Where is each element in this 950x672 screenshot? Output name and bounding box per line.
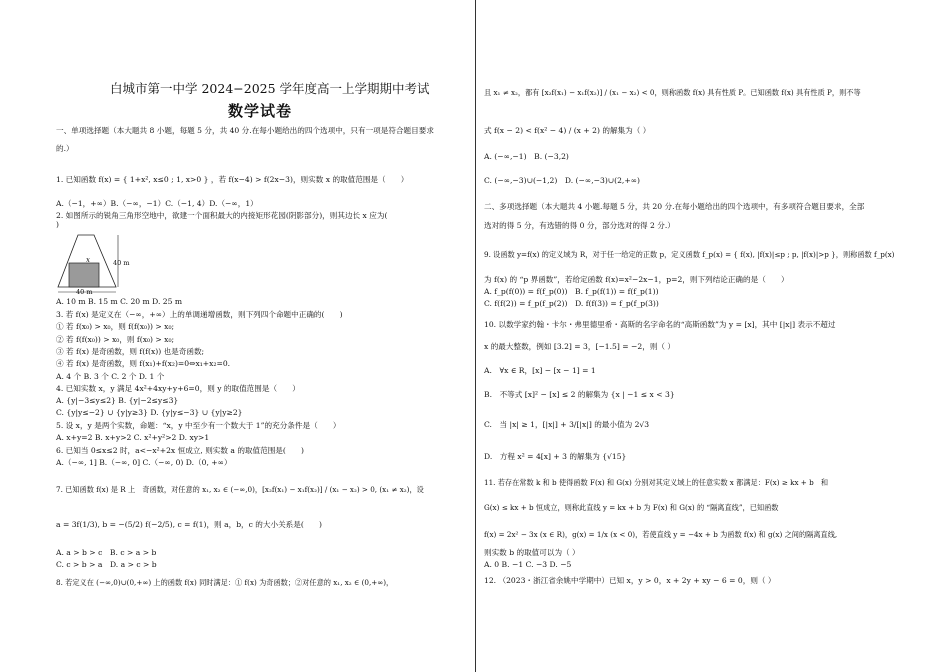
section2-heading: 二、多项选择题（本大题共 4 小题.每题 5 分，共 20 分.在每小题给出的四个选项中，有多项符合题目要求，全部 — [484, 202, 865, 211]
question-10-option-a: A. ∀x ∈ R，[x] − [x − 1] = 1 — [484, 366, 596, 375]
inscribed-rectangle — [69, 263, 99, 287]
question-11: 11. 若存在常数 k 和 b 使得函数 F(x) 和 G(x) 分别对其定义域上的任意实数 x 都满足：F(x) ≥ kx + b 和 — [484, 478, 829, 487]
question-3-item-3: ③ 若 f(x) 是奇函数，则 f(f(x)) 也是奇函数; — [56, 347, 205, 356]
question-10-option-d: D. 方程 x² = 4[x] + 3 的解集为 {√15} — [484, 452, 627, 461]
question-2-end: ) — [56, 220, 59, 229]
question-8-options-cd: C. (−∞,−3)∪(−1,2) D. (−∞,−3)∪(2,+∞) — [484, 176, 640, 185]
question-2-options: A. 10 m B. 15 m C. 20 m D. 25 m — [56, 297, 183, 306]
question-11-options: A. 0 B. −1 C. −3 D. −5 — [484, 560, 572, 569]
question-3-options: A. 4 个 B. 3 个 C. 2 个 D. 1 个 — [56, 372, 165, 381]
question-9-options-ab: A. f_p(f(0)) = f(f_p(0)) B. f_p(f(1)) = f(f_p(1)) — [484, 287, 659, 296]
left-column — [0, 0, 474, 672]
question-8-cont: 且 x₁ ≠ x₂，都有 [x₂f(x₁) − x₁f(x₂)] / (x₁ − x₂) < 0，则称函数 f(x) 具有性质 P。已知函数 f(x) 具有性质 P，则不等 — [484, 88, 861, 97]
question-1-options: A.（−1，+∞）B.（−∞，−1）C.（−1, 4）D.（−∞，1） — [56, 199, 258, 208]
question-10-cont: x 的最大整数，例如 [3.2] = 3，[−1.5] = −2，则（ ） — [484, 342, 676, 351]
question-9: 9. 设函数 y=f(x) 的定义域为 R，对于任一给定的正数 p，定义函数 f_p(x) = { f(x), |f(x)|≤p ; p, |f(x)|>p }，则称函数 f_p(x) — [484, 250, 895, 259]
question-3-item-2: ② 若 f(f(x₀)) > x₀，则 f(x₀) > x₀; — [56, 335, 175, 344]
section2-heading-cont: 选对的得 5 分，有选错的得 0 分，部分选对的得 2 分.） — [484, 221, 675, 230]
right-column — [476, 0, 950, 672]
question-3-item-4: ④ 若 f(x) 是奇函数，则 f(x₁)+f(x₂)=0⇔x₁+x₂=0. — [56, 359, 231, 368]
figure-label-x: x — [86, 256, 90, 264]
question-11-cont: G(x) ≤ kx + b 恒成立，则称此直线 y = kx + b 为 F(x) 和 G(x) 的 “隔离直线”，已知函数 — [484, 503, 779, 512]
question-10-option-c: C. 当 |x| ≥ 1，[|x|] + 3/[|x|] 的最小值为 2√3 — [484, 420, 650, 429]
question-5-options: A. x+y=2 B. x+y>2 C. x²+y²>2 D. xy>1 — [56, 433, 210, 442]
question-9-cont: 为 f(x) 的 “p 界函数”，若给定函数 f(x)=x²−2x−1，p=2，则下列结论正确的是（ ） — [484, 275, 789, 284]
question-7-cont: a = 3f(1/3), b = −(5/2) f(−2/5), c = f(1)，则 a，b，c 的大小关系是( ) — [56, 520, 322, 529]
question-7-options-cd: C. c > b > a D. a > c > b — [56, 560, 157, 569]
section1-heading-cont: 的.） — [56, 144, 74, 153]
question-3-item-1: ① 若 f(x₀) > x₀，则 f(f(x₀)) > x₀; — [56, 322, 175, 331]
question-8-inequality: 式 f(x − 2) < f(x² − 4) / (x + 2) 的解集为（ ） — [484, 126, 651, 135]
question-3: 3. 若 f(x) 是定义在（−∞，+∞）上的单调递增函数，则下列四个命题中正确的( ) — [56, 310, 343, 319]
question-4-options-ab: A. {y|−3≤y≤2} B. {y|−2≤y≤3} — [56, 396, 179, 405]
question-7-options-ab: A. a > b > c B. c > a > b — [56, 548, 157, 557]
question-11-ask: 则实数 b 的取值可以为（ ） — [484, 548, 580, 557]
question-8: 8. 若定义在 (−∞,0)∪(0,+∞) 上的函数 f(x) 同时满足：① f(x) 为奇函数；②对任意的 x₁, x₂ ∈ (0,+∞)， — [56, 578, 394, 587]
figure-label-width: 40 m — [76, 288, 93, 296]
question-10: 10. 以数学家约翰・卡尔・弗里德里希・高斯的名字命名的“高斯函数”为 y = [x]，其中 [|x|] 表示不超过 — [484, 320, 836, 329]
question-10-option-b: B. 不等式 [x]² − [x] ≤ 2 的解集为 {x | −1 ≤ x < 3} — [484, 390, 675, 399]
question-6: 6. 已知当 0≤x≤2 时，a<−x²+2x 恒成立, 则实数 a 的取值范围是( ) — [56, 446, 305, 455]
question-11-functions: f(x) = 2x² − 3x (x ∈ R)，g(x) = 1/x (x < 0)，若使直线 y = −4x + b 为函数 f(x) 和 g(x) 之间的隔离直线, — [484, 530, 838, 539]
question-6-options: A.（−∞, 1] B.（−∞, 0] C.（−∞, 0) D.（0, +∞） — [56, 458, 232, 467]
figure-label-height: 40 m — [113, 259, 130, 267]
question-8-options-ab: A. (−∞,−1) B. (−3,2) — [484, 152, 569, 161]
question-2: 2. 如图所示的锐角三角形空地中，欲建一个面积最大的内接矩形花园(阴影部分)，则其边长 x 应为( — [56, 211, 388, 220]
question-1: 1. 已知函数 f(x) = { 1+x², x≤0 ; 1, x>0 } ，若 f(x−4) > f(2x−3)，则实数 x 的取值范围是（ ） — [56, 175, 409, 184]
exam-subtitle: 数学试卷 — [228, 102, 293, 120]
exam-title: 白城市第一中学 2024−2025 学年度高一上学期期中考试 — [110, 81, 430, 96]
section1-heading: 一、单项选择题（本大题共 8 小题，每题 5 分，共 40 分.在每小题给出的四个选项中，只有一项是符合题目要求 — [56, 126, 434, 135]
question-7: 7. 已知函数 f(x) 是 R 上 奇函数，对任意的 x₁, x₂ ∈ (−∞,0)，[x₂f(x₁) − x₁f(x₂)] / (x₁ − x₂) > 0, (x₁ ≠ x₂)，设 — [56, 485, 424, 494]
question-4: 4. 已知实数 x，y 满足 4x²+4xy+y+6=0，则 y 的取值范围是（ ） — [56, 384, 300, 393]
question-9-options-cd: C. f(f(2)) = f_p(f_p(2)) D. f(f(3)) = f_p(f_p(3)) — [484, 299, 659, 308]
question-4-options-cd: C. {y|y≤−2} ∪ {y|y≥3} D. {y|y≤−3} ∪ {y|y≥2} — [56, 408, 243, 417]
question-12: 12. （2023・浙江省余姚中学期中）已知 x，y > 0，x + 2y + xy − 6 = 0，则（ ） — [484, 576, 776, 585]
question-5: 5. 设 x，y 是两个实数，命题：“x，y 中至少有一个数大于 1”的充分条件是（ ） — [56, 421, 341, 430]
